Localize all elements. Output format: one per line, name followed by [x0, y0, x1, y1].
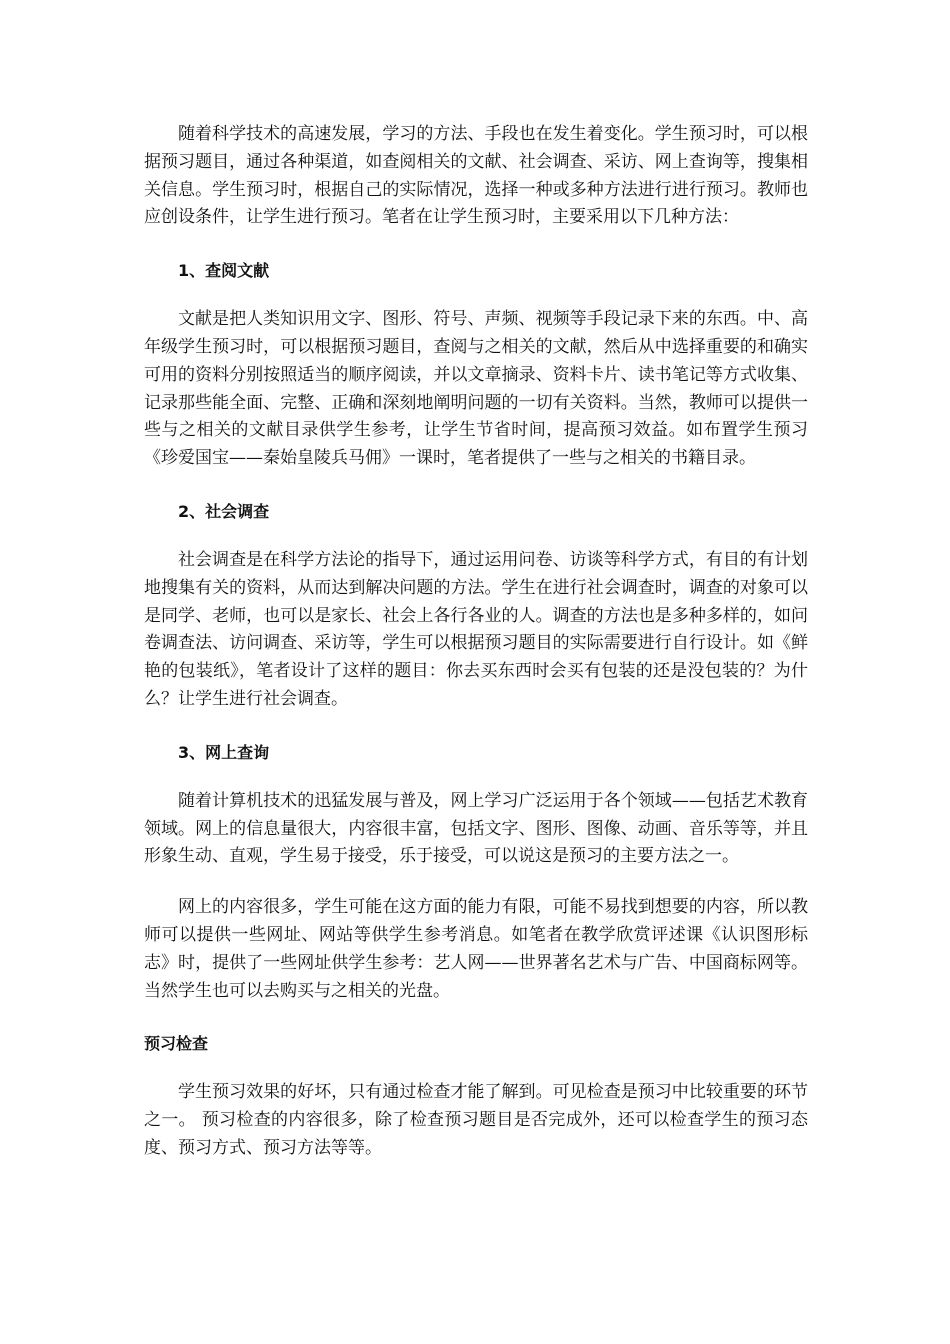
online-search-paragraph-1: 随着计算机技术的迅猛发展与普及，网上学习广泛运用于各个领域——包括艺术教育领域。网上的信息量很大，内容很丰富，包括文字、图形、图像、动画、音乐等等，并且形象生动、直观，学生易于接受，乐于接受，可以说这是预习的主要方法之一。	[144, 790, 808, 867]
section-heading-social-survey: 2、社会调查	[178, 501, 270, 521]
section-heading-literature: 1、查阅文献	[178, 261, 270, 281]
preview-check-paragraph: 学生预习效果的好坏，只有通过检查才能了解到。可见检查是预习中比较重要的环节之一。 预习检查的内容很多，除了检查预习题目是否完成外，还可以检查学生的预习态度、预习方式、预习方法等等。	[144, 1082, 808, 1158]
section-heading-online-search: 3、网上查询	[178, 742, 270, 762]
social-survey-paragraph: 社会调查是在科学方法论的指导下，通过运用问卷、访谈等科学方式，有目的有计划地搜集有关的资料，从而达到解决问题的方法。学生在进行社会调查时，调查的对象可以是同学、老师，也可以是家长、社会上各行各业的人。调查的方法也是多种多样的，如问卷调查法、访问调查、采访等，学生可以根据预习题目的实际需要进行自行设计。如《鲜艳的包装纸》，笔者设计了这样的题目：你去买东西时会买有包装的还是没包装的？为什么？让学生进行社会调查。	[144, 549, 808, 709]
intro-paragraph: 随着科学技术的高速发展，学习的方法、手段也在发生着变化。学生预习时，可以根据预习题目，通过各种渠道，如查阅相关的文献、社会调查、采访、网上查询等，搜集相关信息。学生预习时，根据自己的实际情况，选择一种或多种方法进行进行预习。教师也应创设条件，让学生进行预习。笔者在让学生预习时，主要采用以下几种方法：	[144, 124, 808, 228]
document-body	[144, 121, 808, 1163]
literature-paragraph: 文献是把人类知识用文字、图形、符号、声频、视频等手段记录下来的东西。中、高年级学生预习时，可以根据预习题目，查阅与之相关的文献，然后从中选择重要的和确实可用的资料分别按照适当的顺序阅读，并以文章摘录、资料卡片、读书笔记等方式收集、记录那些能全面、完整、正确和深刻地阐明问题的一切有关资料。当然，教师可以提供一些与之相关的文献目录供学生参考，让学生节省时间，提高预习效益。如布置学生预习《珍爱国宝——秦始皇陵兵马佣》一课时，笔者提供了一些与之相关的书籍目录。	[144, 309, 808, 469]
section-heading-preview-check: 预习检查	[144, 1034, 209, 1054]
online-search-paragraph-2: 网上的内容很多，学生可能在这方面的能力有限，可能不易找到想要的内容，所以教师可以提供一些网址、网站等供学生参考消息。如笔者在教学欣赏评述课《认识图形标志》时，提供了一些网址供学生参考：艺人网——世界著名艺术与广告、中国商标网等。当然学生也可以去购买与之相关的光盘。	[144, 897, 808, 1001]
